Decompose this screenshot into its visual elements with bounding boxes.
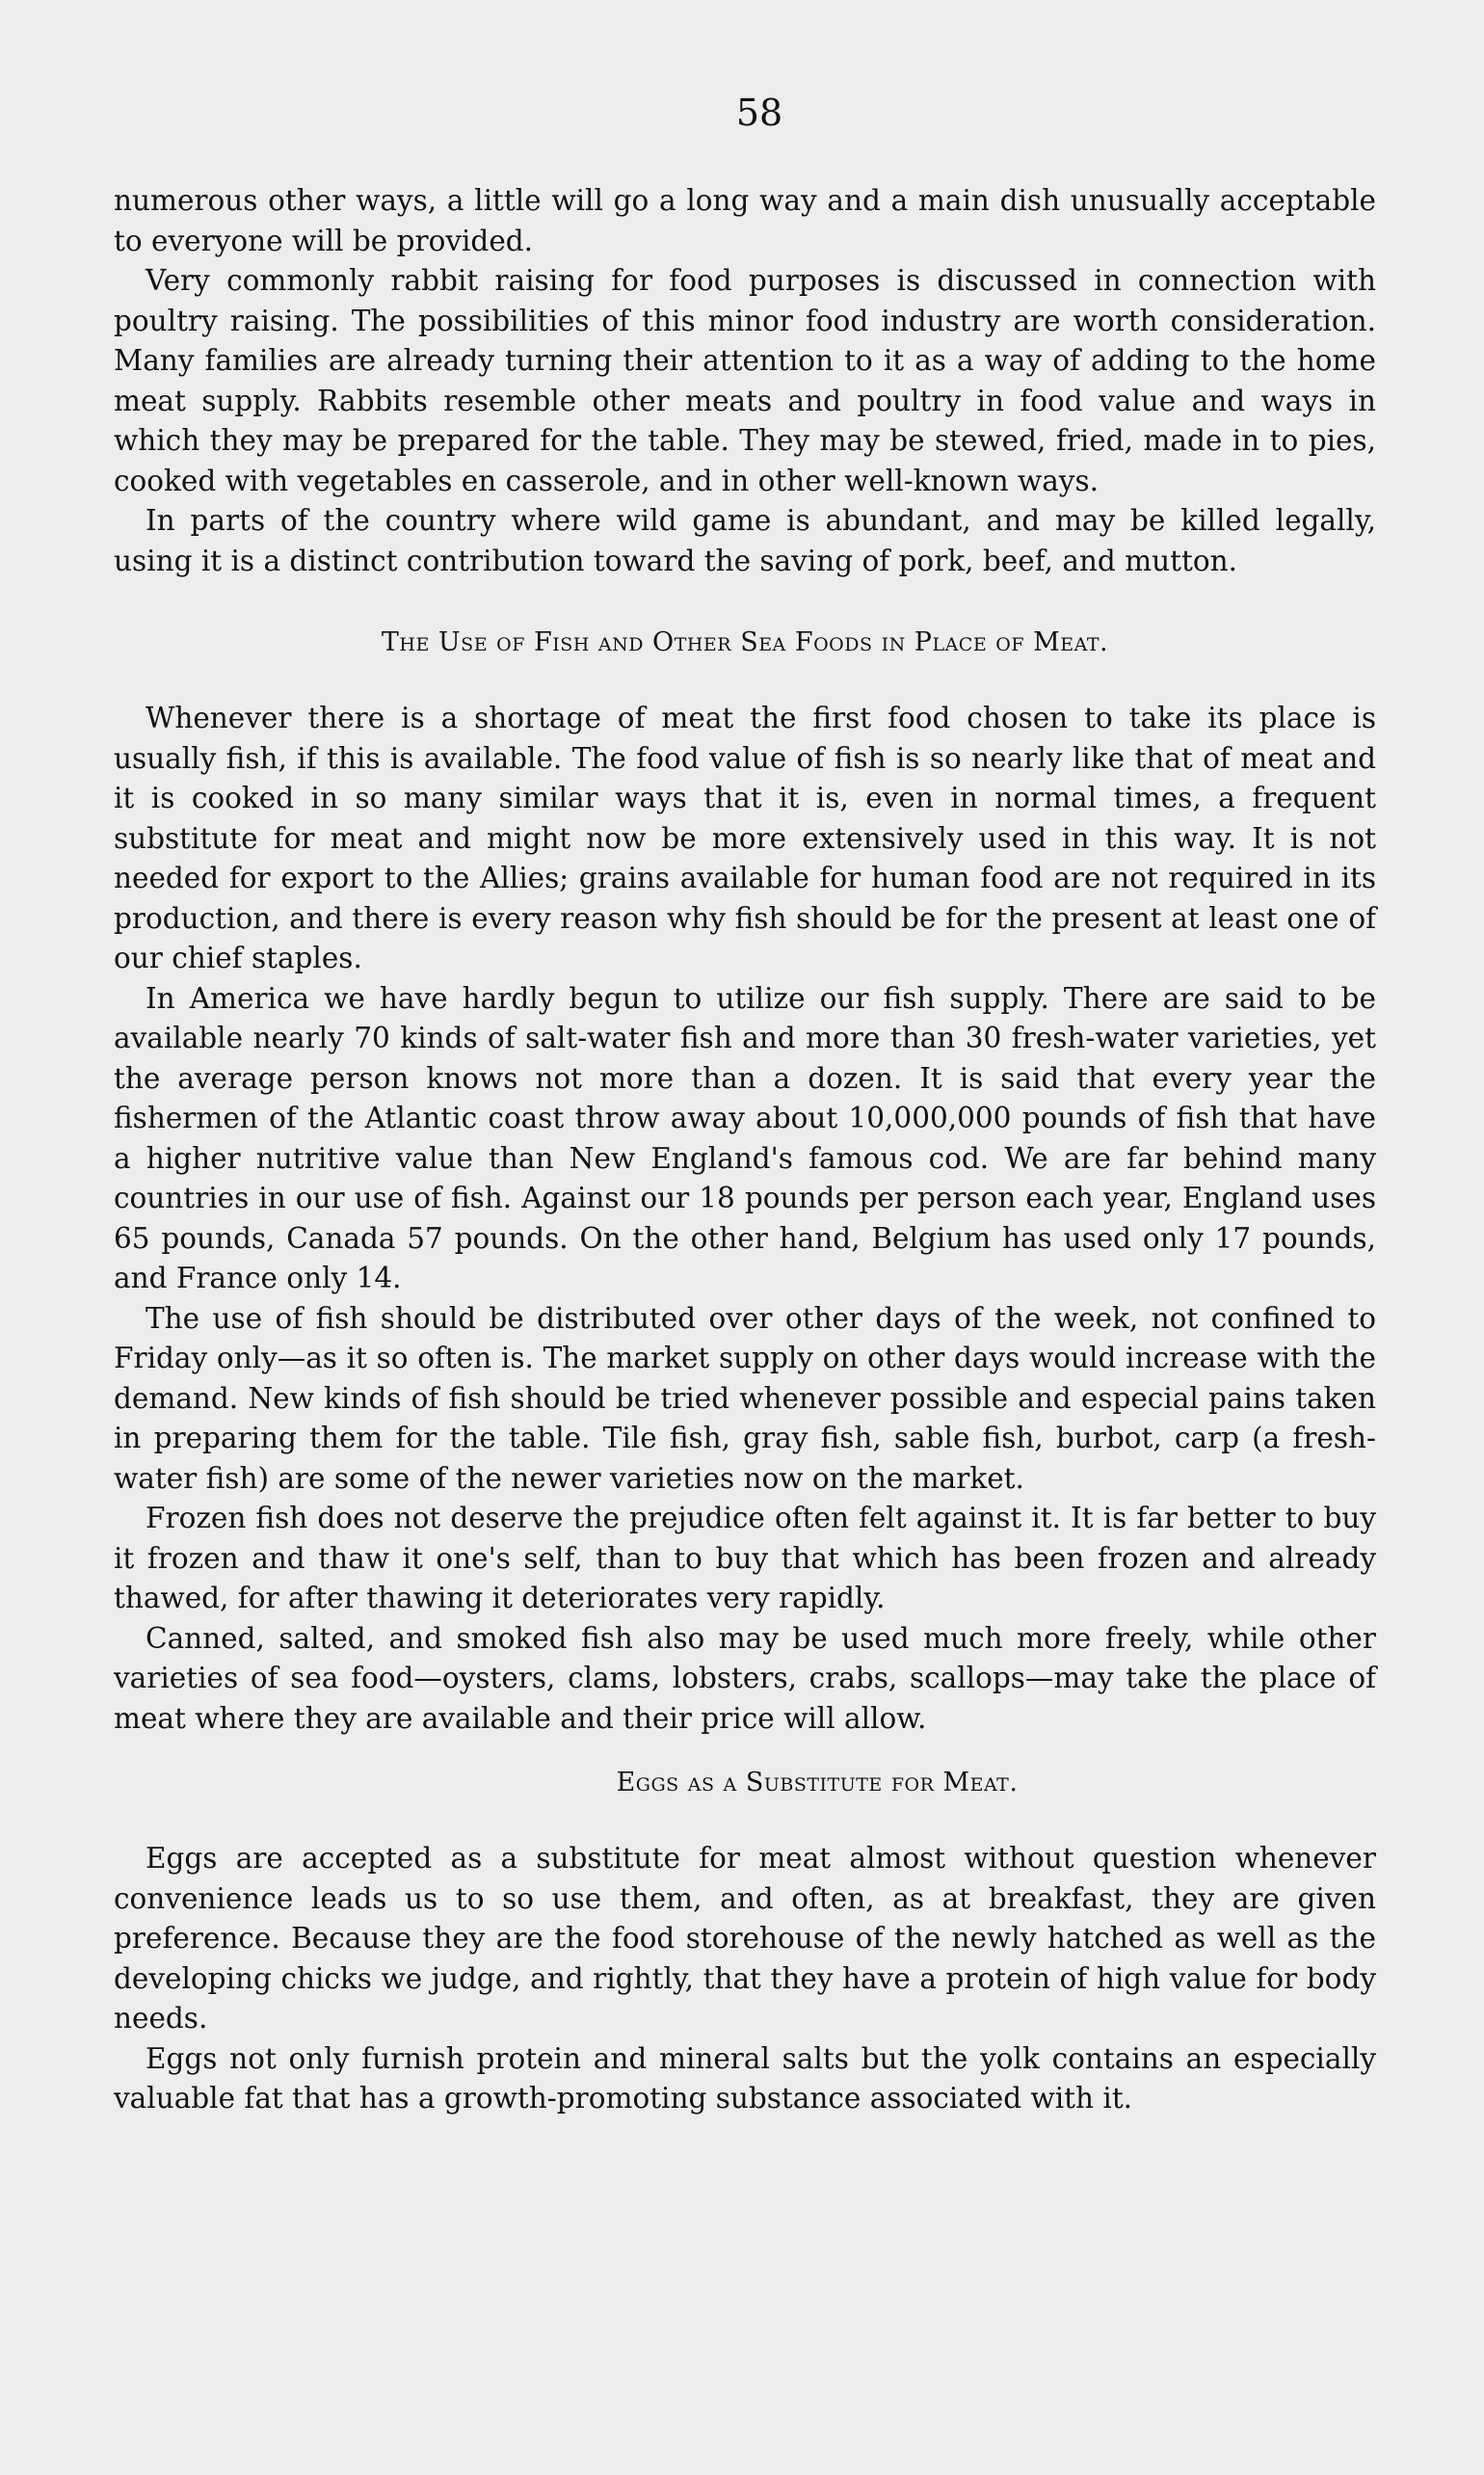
- wild-game-paragraph: In parts of the country where wild game is abundant, and may be killed legally, using it is a distinct contribution toward the saving of pork, beef, and mutton.: [114, 504, 1376, 577]
- rabbit-paragraph: Very commonly rabbit raising for food purposes is discussed in connection with poultry raising. The possibilities of this minor food industry are worth consideration. Many families are already turning their attention to it as a way of adding to the home meat supply. Rabbits resemble other meats and poultry in food value and ways in which they may be prepared for the table. They may be stewed, fried, made in to pies, cooked with vegetables en casserole, and in other well-known ways.: [114, 264, 1376, 497]
- fish-paragraph: The use of fish should be distributed over other days of the week, not confined to Friday only—as it so often is. The market supply on other days would increase with the demand. New kinds of fish should be tried whenever possible and especial pains taken in preparing them for the table. Tile fish, gray fish, sable fish, burbot, carp (a fresh-water fish) are some of the newer varieties now on the market.: [114, 1301, 1376, 1495]
- eggs-section-heading: Eggs as a Substitute for Meat.: [616, 1768, 1019, 1797]
- eggs-paragraph: Eggs not only furnish protein and mineral salts but the yolk contains an especially valuable fat that has a growth-promoting substance associated with it.: [114, 2041, 1376, 2115]
- fish-section-heading: The Use of Fish and Other Sea Foods in Place of Meat.: [381, 627, 1109, 657]
- continued-paragraph: numerous other ways, a little will go a long way and a main dish unusually acceptable to everyone will be provided.: [114, 184, 1376, 257]
- page-content: [114, 89, 1376, 2119]
- eggs-paragraph: Eggs are accepted as a substitute for meat almost without question whenever convenience leads us to so use them, and often, as at breakfast, they are given preference. Because they are the food storehouse of the newly hatched as well as the developing chicks we judge, and rightly, that they have a protein of high value for body needs.: [114, 1842, 1376, 2035]
- fish-paragraph: Whenever there is a shortage of meat the first food chosen to take its place is usually fish, if this is available. The food value of fish is so nearly like that of meat and it is cooked in so many similar ways that it is, even in normal times, a frequent substitute for meat and might now be more extensively used in this way. It is not needed for export to the Allies; grains available for human food are not required in its production, and there is every reason why fish should be for the present at least one of our chief staples.: [114, 702, 1376, 974]
- fish-paragraph: Frozen fish does not deserve the prejudice often felt against it. It is far better to buy it frozen and thaw it one's self, than to buy that which has been frozen and already thawed, for after thawing it deteriorates very rapidly.: [114, 1502, 1376, 1614]
- fish-paragraph: Canned, salted, and smoked fish also may be used much more freely, while other varieties of sea food—oysters, clams, lobsters, crabs, scallops—may take the place of meat where they are available and their price will allow.: [114, 1621, 1376, 1735]
- page-number: 58: [735, 92, 783, 134]
- fish-paragraph: In America we have hardly begun to utilize our fish supply. There are said to be available nearly 70 kinds of salt-water fish and more than 30 fresh-water varieties, yet the average person knows not more than a dozen. It is said that every year the fishermen of the Atlantic coast throw away about 10,000,000 pounds of fish that have a higher nutritive value than New England's famous cod. We are far behind many countries in our use of fish. Against our 18 pounds per person each year, England uses 65 pounds, Canada 57 pounds. On the other hand, Belgium has used only 17 pounds, and France only 14.: [114, 981, 1376, 1294]
